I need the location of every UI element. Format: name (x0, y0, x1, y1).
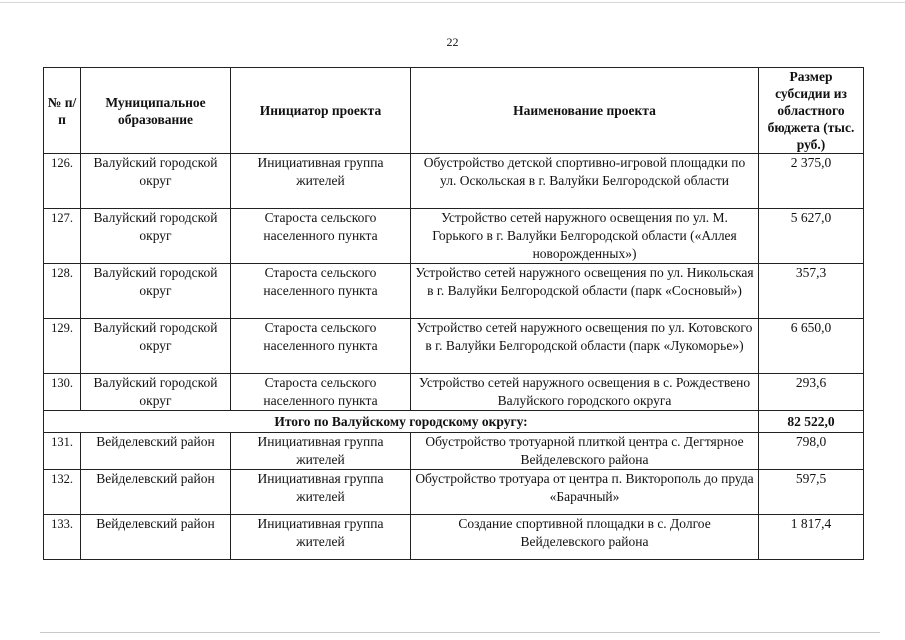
scan-edge-line (0, 2, 905, 3)
row-project: Обустройство детской спортивно-игровой площадки по ул. Оскольская в г. Валуйки Белгородской области (411, 154, 759, 209)
row-amount: 798,0 (759, 433, 864, 470)
scan-edge-line (40, 632, 880, 633)
row-num: 130. (44, 374, 81, 411)
row-initiator: Староста сельского населенного пункта (231, 374, 411, 411)
row-amount: 1 817,4 (759, 515, 864, 560)
table-row (44, 209, 864, 264)
row-initiator: Староста сельского населенного пункта (231, 264, 411, 319)
row-num: 128. (44, 264, 81, 319)
row-num: 129. (44, 319, 81, 374)
table-header-row (44, 68, 864, 154)
total-row (44, 411, 864, 433)
total-label: Итого по Валуйскому городскому округу: (44, 411, 759, 433)
row-amount: 6 650,0 (759, 319, 864, 374)
row-num: 127. (44, 209, 81, 264)
row-amount: 2 375,0 (759, 154, 864, 209)
row-project: Создание спортивной площадки в с. Долгое Вейделевского района (411, 515, 759, 560)
row-amount: 597,5 (759, 470, 864, 515)
row-num: 132. (44, 470, 81, 515)
row-initiator: Староста сельского населенного пункта (231, 209, 411, 264)
row-amount: 357,3 (759, 264, 864, 319)
row-amount: 5 627,0 (759, 209, 864, 264)
header-initiator: Инициатор проекта (231, 68, 411, 154)
row-municipality: Вейделевский район (81, 470, 231, 515)
header-project: Наименование проекта (411, 68, 759, 154)
row-num: 126. (44, 154, 81, 209)
header-municipality: Муниципальное образование (81, 68, 231, 154)
row-municipality: Валуйский городской округ (81, 154, 231, 209)
page-number: 22 (446, 35, 459, 49)
row-municipality: Вейделевский район (81, 515, 231, 560)
table-row (44, 264, 864, 319)
row-initiator: Инициативная группа жителей (231, 154, 411, 209)
row-num: 131. (44, 433, 81, 470)
row-project: Устройство сетей наружного освещения по ул. Никольская в г. Валуйки Белгородской области (парк «Сосновый») (411, 264, 759, 319)
total-amount: 82 522,0 (759, 411, 864, 433)
table-row (44, 470, 864, 515)
row-initiator: Инициативная группа жителей (231, 515, 411, 560)
table-row (44, 374, 864, 411)
row-num: 133. (44, 515, 81, 560)
table-row (44, 154, 864, 209)
row-project: Обустройство тротуарной плиткой центра с. Дегтярное Вейделевского района (411, 433, 759, 470)
row-initiator: Инициативная группа жителей (231, 433, 411, 470)
row-project: Устройство сетей наружного освещения по ул. М. Горького в г. Валуйки Белгородской области («Аллея новорожденных») (411, 209, 759, 264)
row-municipality: Вейделевский район (81, 433, 231, 470)
header-subsidy: Размер субсидии из областного бюджета (тыс. руб.) (759, 68, 864, 154)
row-amount: 293,6 (759, 374, 864, 411)
row-project: Устройство сетей наружного освещения по ул. Котовского в г. Валуйки Белгородской области (парк «Лукоморье») (411, 319, 759, 374)
row-project: Устройство сетей наружного освещения в с. Рождествено Валуйского городского округа (411, 374, 759, 411)
row-municipality: Валуйский городской округ (81, 264, 231, 319)
row-initiator: Инициативная группа жителей (231, 470, 411, 515)
table-row (44, 515, 864, 560)
row-project: Обустройство тротуара от центра п. Викторополь до пруда «Барачный» (411, 470, 759, 515)
table-row (44, 319, 864, 374)
row-municipality: Валуйский городской округ (81, 319, 231, 374)
row-municipality: Валуйский городской округ (81, 209, 231, 264)
row-municipality: Валуйский городской округ (81, 374, 231, 411)
subsidy-table (43, 67, 864, 560)
row-initiator: Староста сельского населенного пункта (231, 319, 411, 374)
header-num: № п/п (44, 68, 81, 154)
table-row (44, 433, 864, 470)
